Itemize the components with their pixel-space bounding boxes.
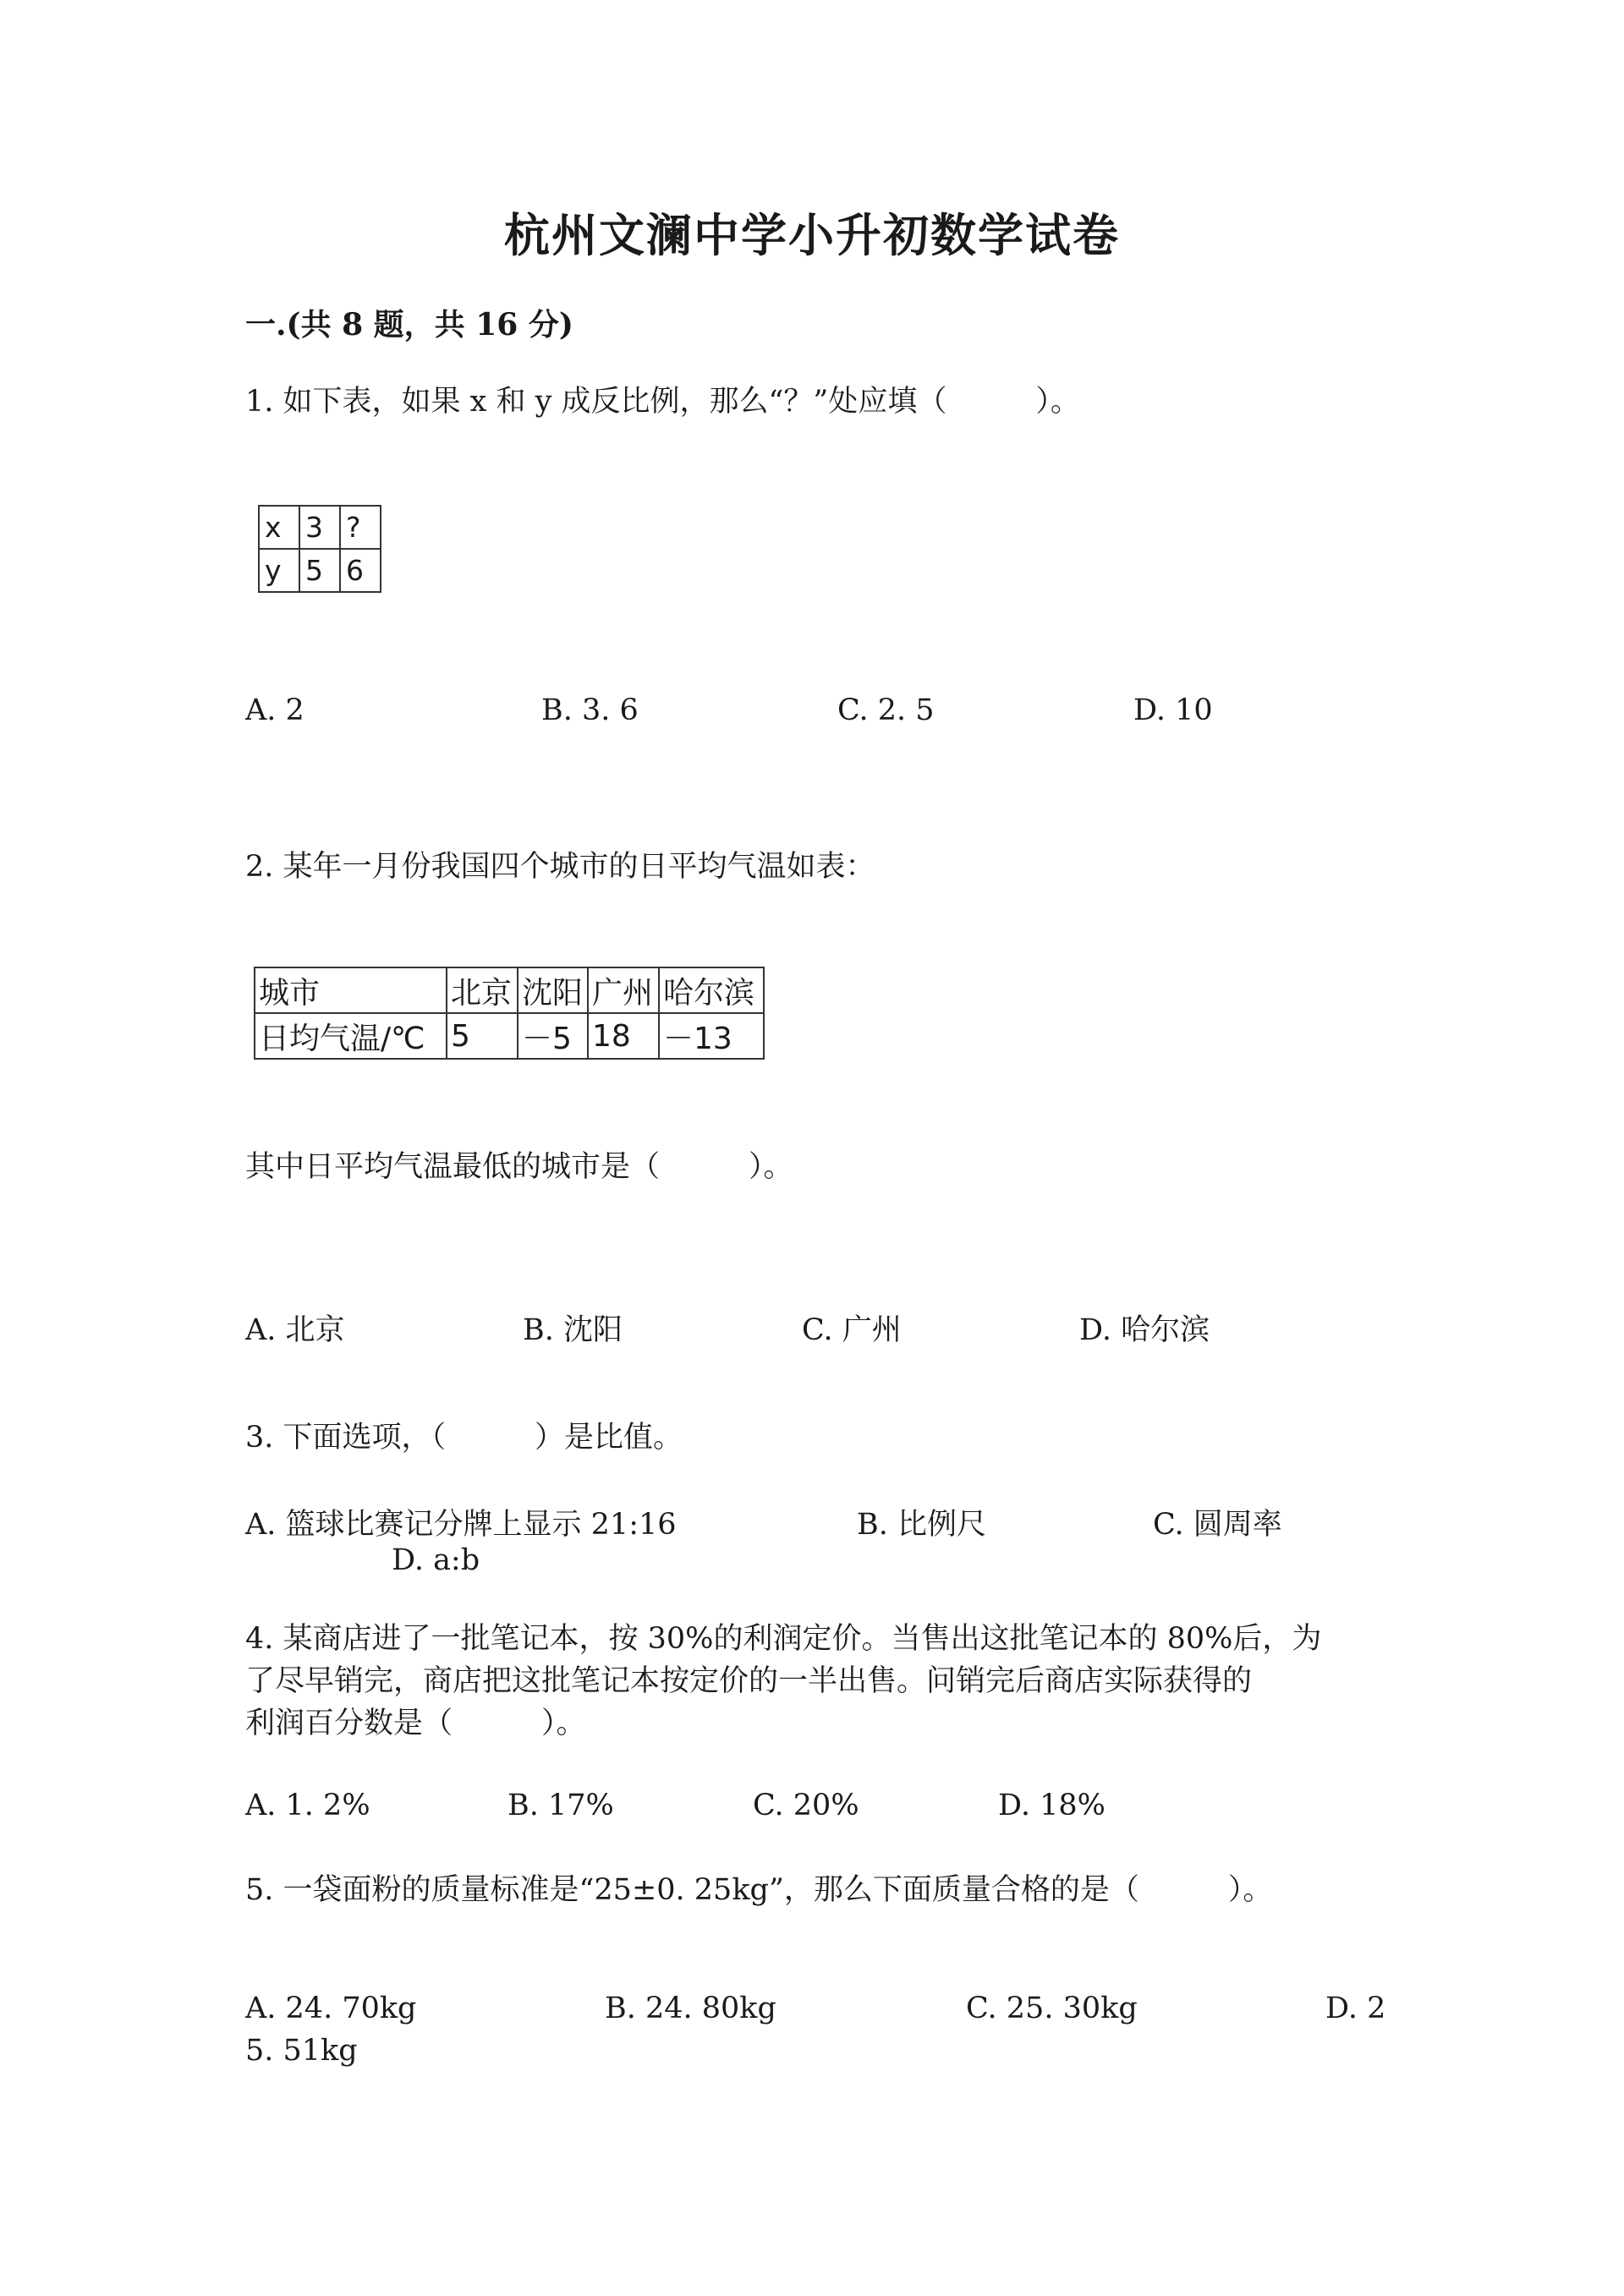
question-1-option-a: A. 2 — [245, 693, 304, 727]
question-2-option-c: C. 广州 — [802, 1313, 902, 1347]
table-row — [255, 967, 764, 1013]
question-5-option-a: A. 24. 70kg — [245, 1992, 417, 2025]
question-5-option-d-wrap: 5. 51kg — [245, 2034, 358, 2068]
question-1-option-d: D. 10 — [1133, 693, 1213, 727]
question-2-option-a: A. 北京 — [245, 1313, 345, 1347]
question-4-option-c: C. 20% — [753, 1789, 859, 1822]
question-4-line-3: 利润百分数是（ ）。 — [245, 1707, 586, 1740]
table-cell: 3 — [299, 506, 340, 549]
question-2-followup: 其中日平均气温最低的城市是（ ）。 — [245, 1150, 793, 1184]
question-4-option-a: A. 1. 2% — [245, 1789, 370, 1822]
table-cell: 沈阳 — [518, 967, 588, 1013]
question-1-option-c: C. 2. 5 — [837, 693, 935, 727]
table-cell: 日均气温/℃ — [255, 1013, 447, 1059]
question-1-option-b: B. 3. 6 — [541, 693, 639, 727]
question-5-option-d: D. 2 — [1325, 1992, 1386, 2025]
question-5-text: 5. 一袋面粉的质量标准是“25±0. 25kg”，那么下面质量合格的是（ ）。 — [245, 1873, 1273, 1907]
table-row — [259, 506, 381, 549]
table-cell: y — [259, 549, 299, 592]
table-row — [259, 549, 381, 592]
table-cell: ? — [340, 506, 381, 549]
table-cell: 5 — [447, 1013, 518, 1059]
section-header: 一.(共 8 题，共 16 分) — [245, 307, 573, 342]
question-5-option-c: C. 25. 30kg — [966, 1992, 1138, 2025]
question-5-option-b: B. 24. 80kg — [605, 1992, 776, 2025]
question-3-option-a: A. 篮球比赛记分牌上显示 21:16 — [245, 1508, 677, 1542]
table-cell: －5 — [518, 1013, 588, 1059]
table-cell: 城市 — [255, 967, 447, 1013]
question-3-option-b: B. 比例尺 — [857, 1508, 986, 1542]
question-2-table — [254, 967, 765, 1060]
question-4-line-1: 4. 某商店进了一批笔记本，按 30%的利润定价。当售出这批笔记本的 80%后，为 — [245, 1622, 1322, 1656]
question-3-option-c: C. 圆周率 — [1153, 1508, 1282, 1542]
question-1-table — [258, 505, 381, 593]
table-cell: 广州 — [588, 967, 659, 1013]
question-1-text: 1. 如下表，如果 x 和 y 成反比例，那么“？”处应填（ ）。 — [245, 385, 1080, 419]
question-2-option-d: D. 哈尔滨 — [1079, 1313, 1210, 1347]
question-4-option-d: D. 18% — [998, 1789, 1106, 1822]
question-2-text: 2. 某年一月份我国四个城市的日平均气温如表： — [245, 850, 875, 884]
page-title: 杭州文澜中学小升初数学试卷 — [504, 209, 1120, 262]
table-cell: －13 — [659, 1013, 764, 1059]
question-3-option-d: D. a:b — [392, 1543, 480, 1577]
table-cell: 6 — [340, 549, 381, 592]
table-cell: 北京 — [447, 967, 518, 1013]
table-cell: x — [259, 506, 299, 549]
question-4-line-2: 了尽早销完，商店把这批笔记本按定价的一半出售。问销完后商店实际获得的 — [245, 1664, 1253, 1698]
table-cell: 18 — [588, 1013, 659, 1059]
question-3-text: 3. 下面选项，（ ）是比值。 — [245, 1421, 683, 1455]
table-row — [255, 1013, 764, 1059]
question-4-option-b: B. 17% — [508, 1789, 614, 1822]
table-cell: 5 — [299, 549, 340, 592]
question-2-option-b: B. 沈阳 — [523, 1313, 623, 1347]
table-cell: 哈尔滨 — [659, 967, 764, 1013]
